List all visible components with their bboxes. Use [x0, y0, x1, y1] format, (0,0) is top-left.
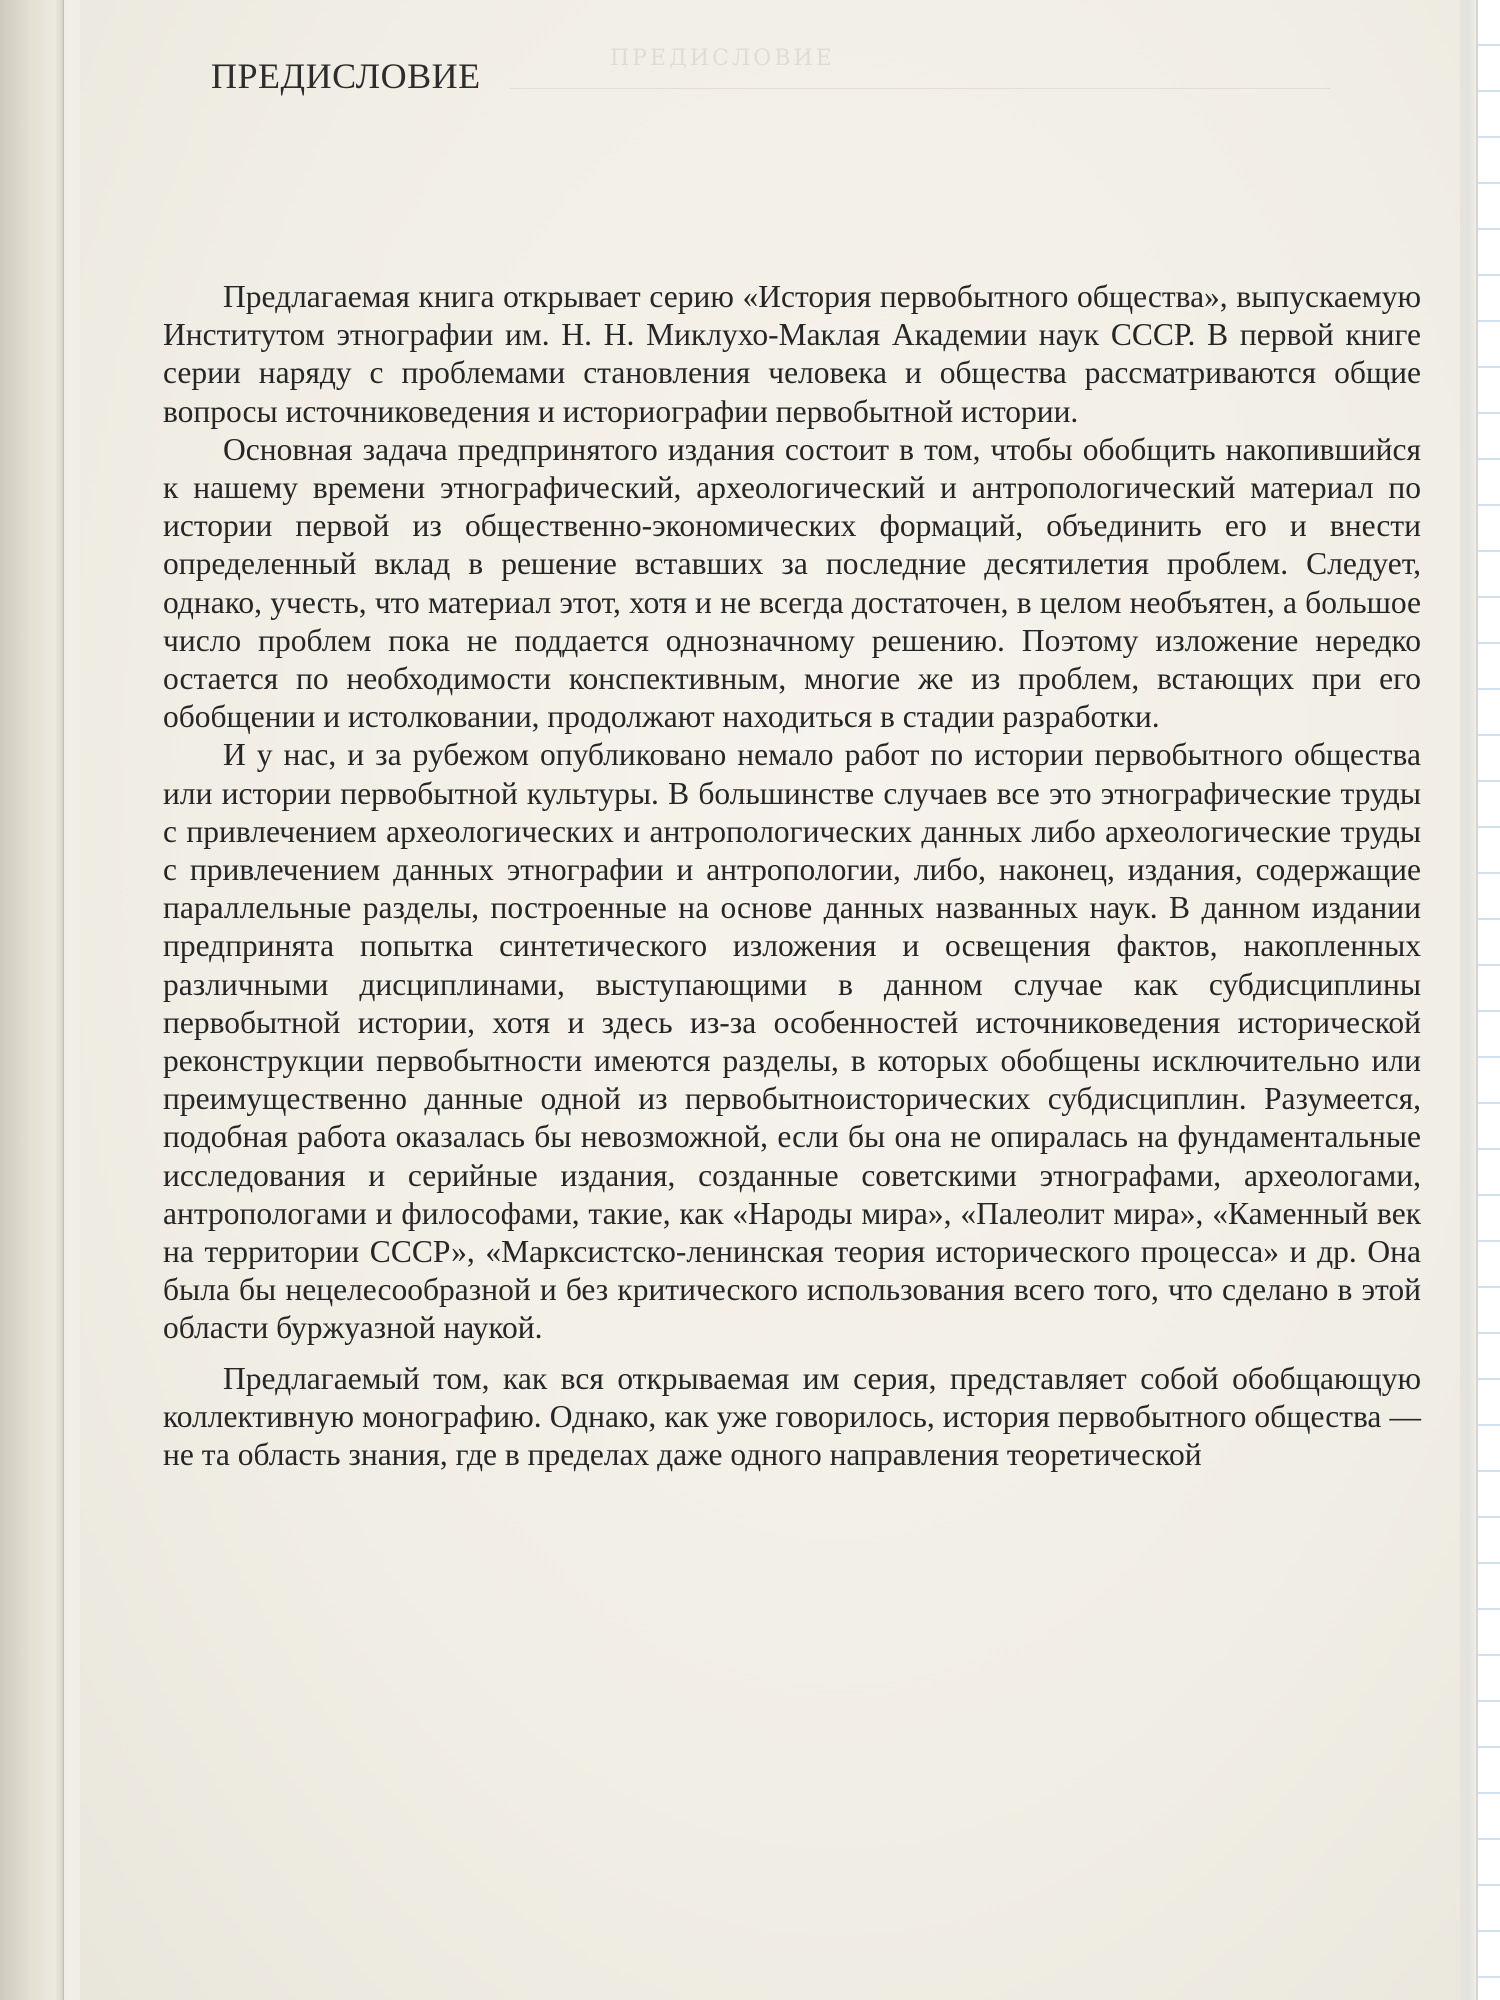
bleed-through-header: ПРЕДИСЛОВИЕ	[610, 46, 835, 71]
bleed-through-rule	[510, 88, 1330, 89]
notebook-edge	[1476, 0, 1500, 2000]
paragraph-4: Предлагаемый том, как вся открываемая им серия, представляет собой обобщающую коллективную монографию. Однако, как уже говорилось, история первобытного общества — не та область знания, где в пределах даже одного направления теоретической	[163, 1360, 1421, 1473]
page-heading: ПРЕДИСЛОВИЕ	[211, 56, 481, 96]
paragraph-1: Предлагаемая книга открывает серию «История первобытного общества», выпускаемую Институтом этнографии им. Н. Н. Миклухо-Маклая Академии наук СССР. В первой книге серии наряду с проблемами становления человека и общества рассматриваются общие вопросы источниковедения и историографии первобытной истории.	[163, 279, 1421, 429]
book-page	[80, 0, 1460, 2000]
paragraph-3: И у нас, и за рубежом опубликовано немало работ по истории первобытного общества или истории первобытной культуры. В большинстве случаев все это этнографические труды с привлечением археологических и антропологических данных либо археологические труды с привлечением данных этнографии и антропологии, либо, наконец, издания, содержащие параллельные разделы, построенные на основе данных названных наук. В данном издании предпринята попытка синтетического изложения и освещения фактов, накопленных различными дисциплинами, выступающими в данном случае как субдисциплины первобытной истории, хотя и здесь из-за особенностей источниковедения исторической реконструкции первобытности имеются разделы, в которых обобщены исключительно или преимущественно данные одной из первобытноисторических субдисциплин. Разумеется, подобная работа оказалась бы невозможной, если бы она не опиралась на фундаментальные исследования и серийные издания, созданные советскими этнографами, археологами, антропологами и философами, такие, как «Народы мира», «Палеолит мира», «Каменный век на территории СССР», «Марксистско-ленинская теория исторического процесса» и др. Она была бы нецелесообразной и без критического использования всего того, что сделано в этой области буржуазной наукой.	[163, 737, 1421, 1346]
paragraph-2: Основная задача предпринятого издания состоит в том, чтобы обобщить накопившийся к нашему времени этнографический, археологический и антропологический материал по истории первой из общественно-экономических формаций, объединить его и внести определенный вклад в решение вставших за последние десятилетия проблем. Следует, однако, учесть, что материал этот, хотя и не всегда достаточен, в целом необъятен, а большое число проблем пока не поддается однозначному решению. Поэтому изложение нередко остается по необходимости конспективным, многие же из проблем, встающих при его обобщении и истолковании, продолжают находиться в стадии разработки.	[163, 431, 1421, 735]
facing-page-edge	[0, 0, 64, 2000]
body-text	[163, 278, 1421, 1474]
